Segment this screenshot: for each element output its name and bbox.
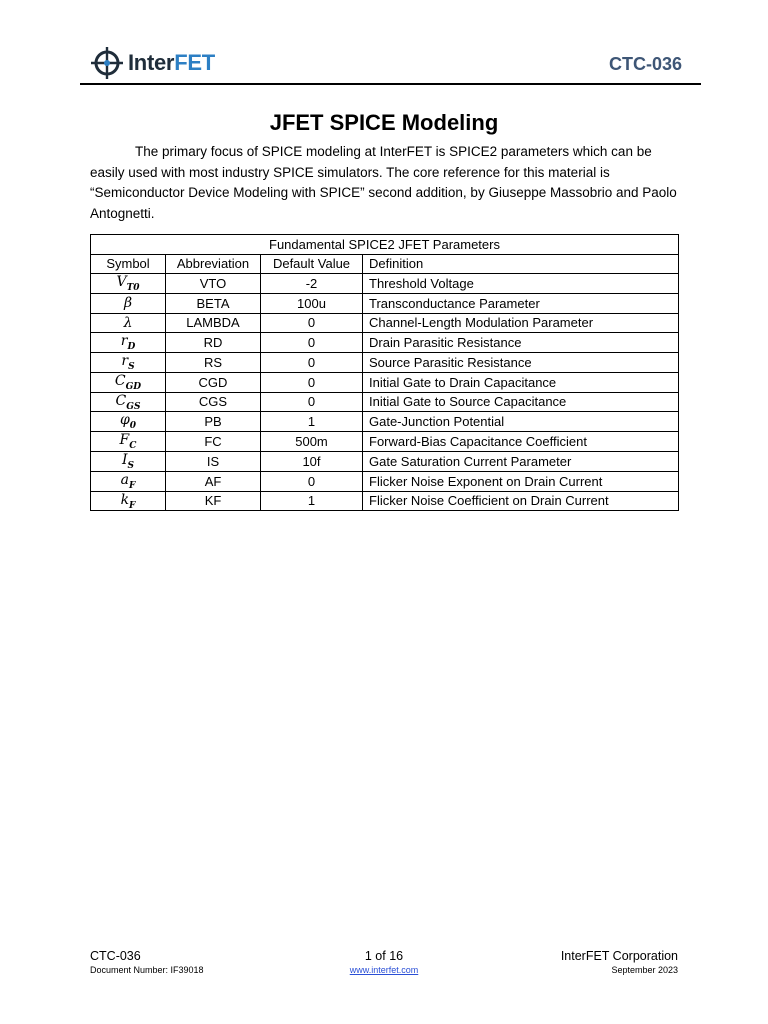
symbol-base: k: [120, 491, 130, 508]
table-row: [91, 392, 679, 412]
footer-document-number: Document Number: IF39018: [90, 965, 204, 975]
symbol-subscript: F: [128, 480, 136, 491]
cell-symbol: [91, 352, 166, 372]
cell-symbol: [91, 274, 166, 294]
cell-abbreviation: CGD: [166, 372, 261, 392]
table-body: [91, 274, 679, 511]
cell-default-value: 0: [261, 333, 363, 353]
table-row: [91, 333, 679, 353]
cell-abbreviation: CGS: [166, 392, 261, 412]
cell-default-value: 100u: [261, 293, 363, 313]
cell-definition: Gate-Junction Potential: [363, 412, 679, 432]
cell-default-value: 0: [261, 352, 363, 372]
cell-definition: Flicker Noise Exponent on Drain Current: [363, 471, 679, 491]
logo-fet-text: FET: [174, 50, 215, 75]
document-id: CTC-036: [608, 54, 682, 74]
footer-date: September 2023: [611, 965, 678, 975]
symbol-subscript: GD: [125, 381, 142, 392]
column-header-default: Default Value: [261, 254, 363, 274]
column-header-definition: Definition: [363, 254, 679, 274]
table-row: [91, 313, 679, 333]
cell-abbreviation: BETA: [166, 293, 261, 313]
footer-company: InterFET Corporation: [560, 949, 678, 963]
cell-definition: Transconductance Parameter: [363, 293, 679, 313]
page-header: [80, 40, 700, 84]
cell-abbreviation: FC: [166, 432, 261, 452]
symbol-subscript: D: [127, 341, 136, 352]
symbol-base: a: [120, 471, 129, 488]
cell-symbol: [91, 372, 166, 392]
symbol-subscript: S: [127, 460, 135, 471]
cell-abbreviation: PB: [166, 412, 261, 432]
cell-default-value: 1: [261, 412, 363, 432]
symbol-base: λ: [123, 314, 133, 331]
symbol-base: β: [123, 295, 133, 312]
cell-abbreviation: AF: [166, 471, 261, 491]
footer-doc-id: CTC-036: [90, 949, 141, 963]
symbol-subscript: 0: [129, 421, 137, 432]
table-row: [91, 293, 679, 313]
cell-symbol: [91, 412, 166, 432]
symbol-base: C: [114, 372, 126, 389]
cell-definition: Forward-Bias Capacitance Coefficient: [363, 432, 679, 452]
header-divider: [80, 83, 701, 85]
symbol-base: I: [121, 451, 128, 468]
cell-symbol: [91, 293, 166, 313]
table-caption: Fundamental SPICE2 JFET Parameters: [91, 235, 679, 255]
interfet-logo: [90, 46, 215, 80]
cell-abbreviation: VTO: [166, 274, 261, 294]
symbol-base: V: [116, 274, 127, 291]
symbol-subscript: T0: [126, 282, 140, 293]
cell-definition: Threshold Voltage: [363, 274, 679, 294]
cell-definition: Source Parasitic Resistance: [363, 352, 679, 372]
symbol-subscript: S: [128, 361, 135, 372]
cell-default-value: 500m: [261, 432, 363, 452]
table-row: [91, 491, 679, 511]
page-footer: [90, 948, 678, 980]
cell-definition: Channel-Length Modulation Parameter: [363, 313, 679, 333]
symbol-base: r: [121, 352, 129, 369]
cell-definition: Initial Gate to Drain Capacitance: [363, 372, 679, 392]
symbol-base: C: [115, 392, 127, 409]
cell-definition: Flicker Noise Coefficient on Drain Current: [363, 491, 679, 511]
cell-default-value: -2: [261, 274, 363, 294]
table-row: [91, 451, 679, 471]
table-row: [91, 432, 679, 452]
logo-inter-text: Inter: [128, 50, 175, 75]
cell-default-value: 0: [261, 372, 363, 392]
cell-default-value: 0: [261, 392, 363, 412]
cell-definition: Drain Parasitic Resistance: [363, 333, 679, 353]
cell-symbol: [91, 451, 166, 471]
symbol-subscript: F: [129, 500, 136, 511]
intro-paragraph: [90, 142, 678, 224]
cell-symbol: [91, 392, 166, 412]
table-row: [91, 352, 679, 372]
cell-symbol: [91, 313, 166, 333]
table-header-row: [91, 254, 679, 274]
symbol-base: F: [119, 432, 130, 449]
cell-symbol: [91, 432, 166, 452]
cell-symbol: [91, 333, 166, 353]
cell-symbol: [91, 491, 166, 511]
table-caption-row: [91, 235, 679, 255]
page-number: 1 of 16: [364, 949, 404, 963]
crosshair-logo-icon: [90, 46, 124, 80]
cell-definition: Gate Saturation Current Parameter: [363, 451, 679, 471]
page-title: JFET SPICE Modeling: [269, 110, 499, 135]
cell-default-value: 0: [261, 313, 363, 333]
cell-abbreviation: RD: [166, 333, 261, 353]
intro-text: The primary focus of SPICE modeling at InterFET is SPICE2 parameters which can be easily used with most industry SPICE simulators. The core reference for this material is “Semiconductor Device Modeling with SPICE” second addition, by Giuseppe Massobrio and Paolo Antognetti.: [90, 144, 677, 221]
table-row: [91, 471, 679, 491]
table-row: [91, 412, 679, 432]
footer-right: [561, 948, 678, 976]
symbol-subscript: GS: [126, 401, 141, 412]
cell-symbol: [91, 471, 166, 491]
symbol-base: r: [120, 333, 128, 350]
logo-wordmark: [128, 50, 215, 76]
column-header-symbol: Symbol: [91, 254, 166, 274]
symbol-base: φ: [119, 412, 130, 429]
table-row: [91, 372, 679, 392]
cell-default-value: 1: [261, 491, 363, 511]
column-header-abbreviation: Abbreviation: [166, 254, 261, 274]
table-row: [91, 274, 679, 294]
symbol-subscript: C: [129, 440, 137, 451]
cell-default-value: 10f: [261, 451, 363, 471]
cell-abbreviation: LAMBDA: [166, 313, 261, 333]
spice-parameters-table: [90, 234, 679, 511]
cell-abbreviation: RS: [166, 352, 261, 372]
cell-default-value: 0: [261, 471, 363, 491]
cell-abbreviation: KF: [166, 491, 261, 511]
cell-definition: Initial Gate to Source Capacitance: [363, 392, 679, 412]
website-link[interactable]: www.interfet.com: [349, 965, 419, 975]
cell-abbreviation: IS: [166, 451, 261, 471]
